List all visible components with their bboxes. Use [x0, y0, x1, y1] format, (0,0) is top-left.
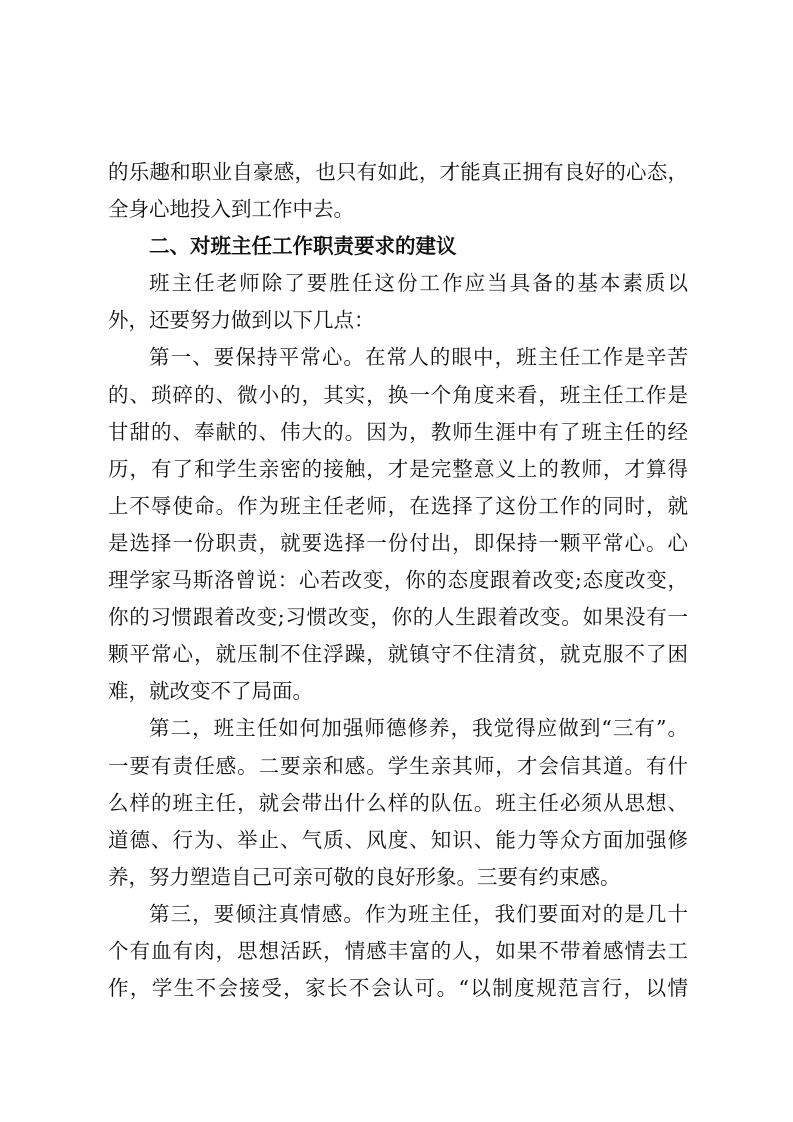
- document-page: [108, 154, 688, 1007]
- text-line: 班主任老师除了要胜任这份工作应当具备的基本素质以: [149, 271, 688, 296]
- text-line: 养，努力塑造自己可亲可敬的良好形象。三要有约束感。: [108, 864, 621, 889]
- text-line: 道德、行为、举止、气质、风度、知识、能力等众方面加强修: [108, 827, 688, 852]
- text-line: 甘甜的、奉献的、伟大的。因为，教师生涯中有了班主任的经: [108, 419, 688, 444]
- text-line: 第一、要保持平常心。在常人的眼中，班主任工作是辛苦: [149, 345, 688, 370]
- text-line: 个有血有肉，思想活跃，情感丰富的人，如果不带着感情去工: [108, 938, 688, 963]
- text-line: 全身心地投入到工作中去。: [108, 197, 354, 222]
- text-line: 理学家马斯洛曾说：心若改变，你的态度跟着改变;态度改变，: [108, 568, 688, 593]
- text-line: 是选择一份职责，就要选择一份付出，即保持一颗平常心。心: [108, 530, 688, 555]
- text-line: 难，就改变不了局面。: [108, 679, 313, 704]
- text-line: 颗平常心，就压制不住浮躁，就镇守不住清贫，就克服不了困: [108, 642, 688, 667]
- text-line: 外，还要努力做到以下几点：: [108, 308, 375, 333]
- text-line: 的、琐碎的、微小的，其实，换一个角度来看，班主任工作是: [108, 382, 688, 407]
- text-line: 一要有责任感。二要亲和感。学生亲其师，才会信其道。有什: [108, 753, 688, 778]
- text-line: 第三，要倾注真情感。作为班主任，我们要面对的是几十: [149, 901, 688, 926]
- text-line: 历，有了和学生亲密的接触，才是完整意义上的教师，才算得: [108, 456, 688, 481]
- text-line: 第二，班主任如何加强师德修养，我觉得应做到“三有”。: [149, 716, 688, 741]
- text-line: 你的习惯跟着改变;习惯改变，你的人生跟着改变。如果没有一: [108, 605, 688, 630]
- text-line: 作，学生不会接受，家长不会认可。“以制度规范言行，以情: [108, 976, 688, 1001]
- text-line: 的乐趣和职业自豪感，也只有如此，才能真正拥有良好的心态，: [108, 160, 688, 184]
- section-heading: 二、对班主任工作职责要求的建议: [149, 234, 457, 259]
- text-line: 么样的班主任，就会带出什么样的队伍。班主任必须从思想、: [108, 790, 688, 815]
- text-line: 上不辱使命。作为班主任老师，在选择了这份工作的同时，就: [108, 493, 688, 518]
